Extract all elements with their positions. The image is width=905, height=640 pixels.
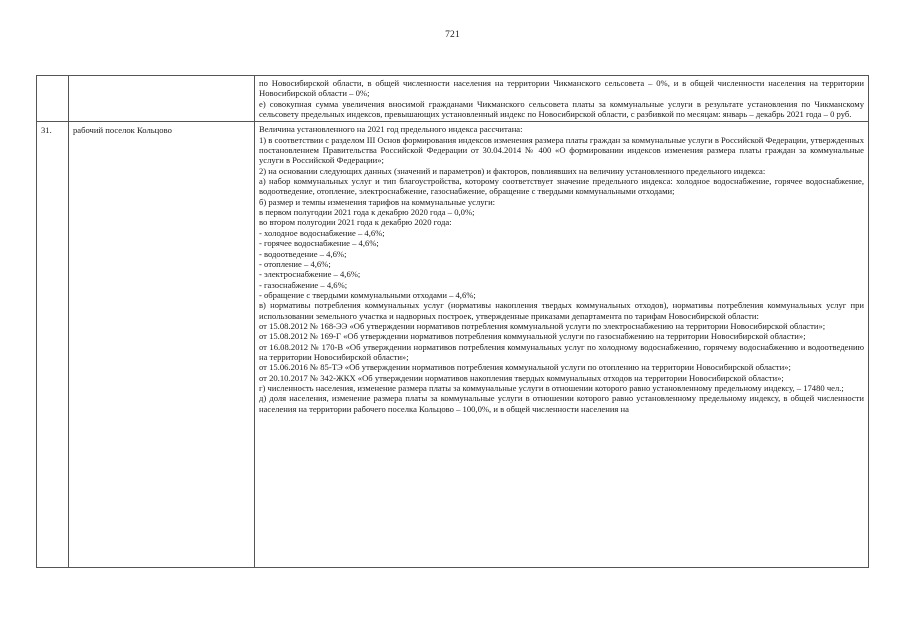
paragraph: - холодное водоснабжение – 4,6%;	[259, 227, 385, 238]
paragraph: е) совокупная сумма увеличения вносимой гражданами Чикманского сельсовета платы за коммунальные услуги в результате установления по Чикманскому сельсовету предельных индексов, превышающих установленный индекс по Новосибирской области, с разбивкой по месяцам: январь – декабрь 2021 года – 0 руб.	[259, 98, 864, 120]
page-number: 721	[445, 30, 460, 40]
paragraph: от 15.06.2016 № 85-ТЭ «Об утверждении нормативов потребления коммунальной услуги по отоплению на территории Новосибирской области»;	[259, 362, 791, 373]
paragraph: а) набор коммунальных услуг и тип благоустройства, которому соответствует значение предельного индекса: холодное водоснабжение, горячее водоснабжение, водоотведение, отопление, электроснабжение, газоснабжение, обращение с твердыми коммунальными отходами;	[259, 176, 864, 197]
paragraph: - водоотведение – 4,6%;	[259, 248, 347, 259]
paragraph: - электроснабжение – 4,6%;	[259, 269, 361, 280]
paragraph: д) доля населения, изменение размера платы за коммунальные услуги в отношении которого равно установленному предельному индексу, в общей численности населения на территории рабочего поселка Кольцово – 100,0%, и в общей численности населения на	[259, 393, 864, 414]
paragraph: 1) в соответствии с разделом III Основ формирования индексов изменения размера платы граждан за коммунальные услуги в Российской Федерации, утвержденных постановлением Правительства Российской Федерации от 30.04.2014 № 400 «О формировании индексов изменения размера платы граждан за коммунальные услуги в Российской Федерации»;	[259, 134, 864, 166]
paragraph: 2) на основании следующих данных (значений и параметров) и факторов, повлиявших на величину установленного предельного индекса:	[259, 165, 766, 176]
row-name-cell: рабочий поселок Кольцово	[69, 122, 255, 568]
row-number-cell: 31.	[37, 122, 69, 568]
paragraph: по Новосибирской области, в общей численности населения на территории Чикманского сельсовета – 0%, и в общей численности населения на территории Новосибирской области – 0%;	[259, 78, 864, 99]
paragraph: - отопление – 4,6%;	[259, 258, 331, 269]
paragraph: - газоснабжение – 4,6%;	[259, 279, 348, 290]
paragraph: от 15.08.2012 № 168-ЭЭ «Об утверждении нормативов потребления коммунальной услуги по электроснабжению на территории Новосибирской области»;	[259, 320, 826, 331]
paragraph: от 20.10.2017 № 342-ЖКХ «Об утверждении нормативов накопления твердых коммунальных отходов на территории Новосибирской области»;	[259, 372, 784, 383]
row-text-cell	[255, 122, 869, 568]
paragraph: от 15.08.2012 № 169-Г «Об утверждении нормативов потребления коммунальной услуги по газоснабжению на территории Новосибирской области»;	[259, 331, 806, 342]
paragraph: в первом полугодии 2021 года к декабрю 2020 года – 0,0%;	[259, 207, 475, 218]
row-number-cell	[37, 76, 69, 122]
row-text-cell	[255, 76, 869, 122]
paragraph: б) размер и темпы изменения тарифов на коммунальные услуги:	[259, 196, 496, 207]
paragraph: г) численность населения, изменение размера платы за коммунальные услуги в отношении которого равно установленному предельному индексу, – 17480 чел.;	[259, 382, 844, 393]
paragraph: в) нормативы потребления коммунальных услуг (нормативы накопления твердых коммунальных отходов), нормативы потребления коммунальных услуг при использовании земельного участка и надворных построек, утвержденные приказами департамента по тарифам Новосибирской области:	[259, 300, 864, 321]
paragraph: - горячее водоснабжение – 4,6%;	[259, 238, 379, 249]
paragraph: Величина установленного на 2021 год предельного индекса рассчитана:	[259, 124, 523, 135]
table-row	[37, 122, 869, 568]
paragraph: от 16.08.2012 № 170-В «Об утверждении нормативов потребления коммунальных услуг по холодному водоснабжению, горячему водоснабжению и водоотведению на территории Новосибирской области»;	[259, 341, 864, 362]
document-table	[36, 75, 869, 568]
row-name-cell	[69, 76, 255, 122]
paragraph: - обращение с твердыми коммунальными отходами – 4,6%;	[259, 289, 476, 300]
paragraph: во втором полугодии 2021 года к декабрю 2020 года:	[259, 217, 452, 228]
table-row	[37, 76, 869, 122]
